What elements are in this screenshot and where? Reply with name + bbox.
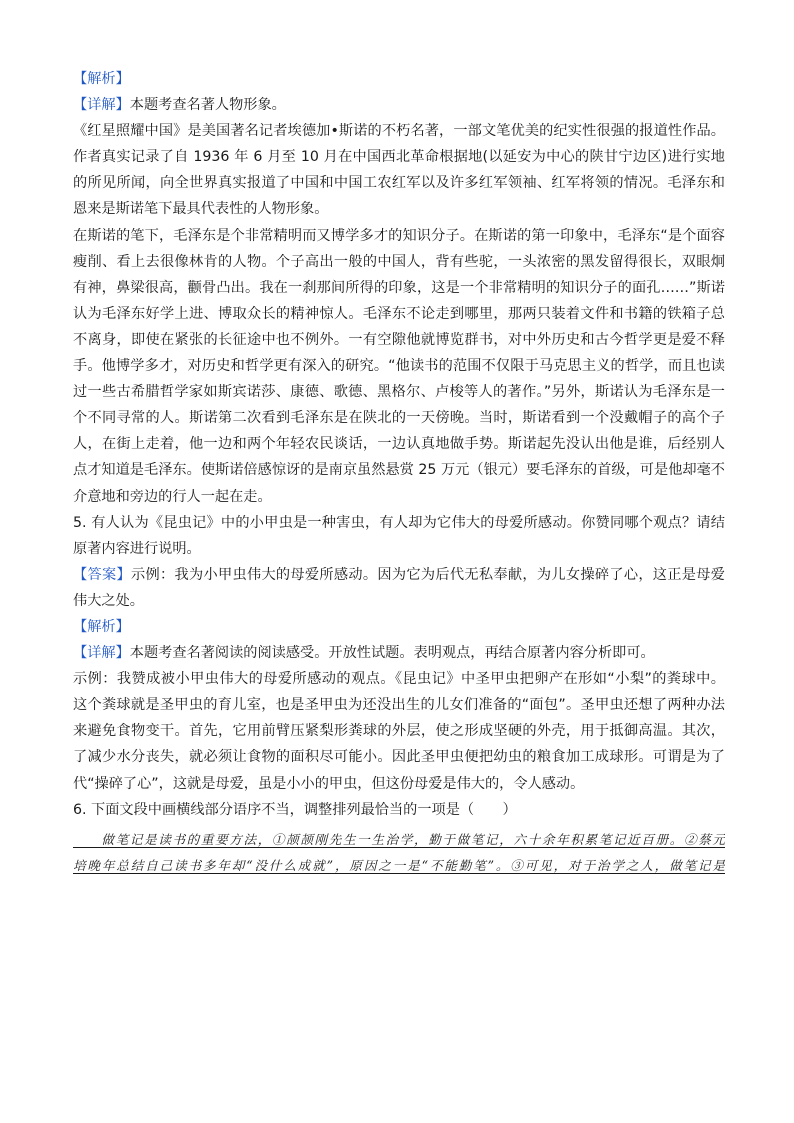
detail-text: 本题考查名著阅读的阅读感受。开放性试题。表明观点，再结合原著内容分析即可。 <box>129 645 655 662</box>
document-content <box>73 66 725 879</box>
detail-tag: 【详解】 <box>73 645 130 662</box>
example-line: 来避免食物变干。首先，它用前臂压紧梨形粪球的外层，使之形成坚硬的外壳，用于抵御高温。其次， <box>73 723 725 740</box>
paragraph-line: 在斯诺的笔下，毛泽东是个非常精明而又博学多才的知识分子。在斯诺的第一印象中，毛泽东“是个面容 <box>73 227 725 244</box>
analysis-tag: 【解析】 <box>73 618 130 635</box>
detail-tag: 【详解】 <box>73 97 130 114</box>
passage-line: 做笔记是读书的重要方法，①颉颉刚先生一生治学，勤于做笔记，六十余年积累笔记近百册。②蔡元 <box>73 831 725 847</box>
example-line: 了减少水分丧失，就必须让食物的面积尽可能小。因此圣甲虫便把幼虫的粮食加工成球形。可谓是为了 <box>73 749 725 766</box>
example-line: 代“操碎了心”，这就是母爱，虽是小小的甲虫，但这份母爱是伟大的，令人感动。 <box>73 775 585 792</box>
question-6 <box>73 797 725 879</box>
question-line: 6. 下面文段中画横线部分语序不当，调整排列最恰当的一项是（ ） <box>73 801 517 818</box>
answer-line <box>73 562 725 588</box>
paragraph-line: 人，在街上走着，他一边和两个年轻农民谈话，一边认真地做手势。斯诺起先没认出他是谁，后经别人 <box>73 436 725 453</box>
example-line: 示例：我赞成被小甲虫伟大的母爱所感动的观点。《昆虫记》中圣甲虫把卵产在形如“小梨”的粪球中。 <box>73 671 725 688</box>
paragraph-line: 手。他博学多才，对历史和哲学更有深入的研究。“他读书的范围不仅限于马克思主义的哲学，而且也读 <box>73 358 725 375</box>
question-5 <box>73 510 725 797</box>
answer-text: 示例：我为小甲虫伟大的母爱所感动。因为它为后代无私奉献，为儿女操碎了心，这正是母爱 <box>130 566 725 583</box>
paragraph-line: 有神，鼻梁很高，颧骨凸出。我在一刹那间所得的印象，这是一个非常精明的知识分子的面孔……”斯诺 <box>73 279 725 296</box>
paragraph-line: 不离身，即使在紧张的长征途中也不例外。一有空隙他就博览群书，对中外历史和古今哲学更是爱不释 <box>73 331 725 348</box>
paragraph-red-star-intro <box>73 118 725 222</box>
detail-line <box>73 640 725 666</box>
paragraph-line: 作者真实记录了自 1936 年 6 月至 10 月在中国西北革命根据地(以延安为中心的陕甘宁边区)进行实地 <box>73 149 725 166</box>
paragraph-line: 恩来是斯诺笔下最具代表性的人物形象。 <box>73 201 329 218</box>
answer-line: 伟大之处。 <box>73 592 144 609</box>
paragraph-line: 瘦削、看上去很像林肯的人物。个子高出一般的中国人，背有些驼，一头浓密的黑发留得很长，双眼炯 <box>73 253 725 270</box>
example-line: 这个粪球就是圣甲虫的育儿室，也是圣甲虫为还没出生的儿女们准备的“面包”。圣甲虫还想了两种办法 <box>73 697 725 714</box>
paragraph-mao-description <box>73 223 725 510</box>
paragraph-line: 《红星照耀中国》是美国著名记者埃德加•斯诺的不朽名著，一部文笔优美的纪实性很强的报道性作品。 <box>73 123 725 140</box>
detail-line <box>73 92 725 118</box>
passage-line: 培晚年总结自己读书多年却“没什么成就”，原因之一是“不能勤笔”。③可见，对于治学之人，做笔记是 <box>73 857 725 873</box>
paragraph-line: 的所见所闻，向全世界真实报道了中国和中国工农红军以及许多红军领袖、红军将领的情况。毛泽东和 <box>73 175 725 192</box>
paragraph-line: 个不同寻常的人。斯诺第二次看到毛泽东是在陕北的一天傍晚。当时，斯诺看到一个没戴帽子的高个子 <box>73 410 725 427</box>
paragraph-line: 过一些古希腊哲学家如斯宾诺莎、康德、歌德、黑格尔、卢梭等人的著作。”另外，斯诺认为毛泽东是一 <box>73 384 725 401</box>
paragraph-line: 认为毛泽东好学上进、博取众长的精神惊人。毛泽东不论走到哪里，那两只装着文件和书籍的铁箱子总 <box>73 305 725 322</box>
section-heading-analysis <box>73 66 725 92</box>
question-line: 原著内容进行说明。 <box>73 540 201 557</box>
section-heading-analysis <box>73 614 725 640</box>
paragraph-line: 介意地和旁边的行人一起在走。 <box>73 488 272 505</box>
question-line: 5. 有人认为《昆虫记》中的小甲虫是一种害虫，有人却为它伟大的母爱所感动。你赞同哪个观点？请结 <box>73 514 725 531</box>
paragraph-line: 点才知道是毛泽东。使斯诺倍感惊讶的是南京虽然悬赏 25 万元（银元）要毛泽东的首级，可是他却毫不 <box>73 462 725 479</box>
answer-tag: 【答案】 <box>73 566 131 583</box>
detail-text: 本题考查名著人物形象。 <box>129 97 286 114</box>
analysis-tag: 【解析】 <box>73 71 130 87</box>
